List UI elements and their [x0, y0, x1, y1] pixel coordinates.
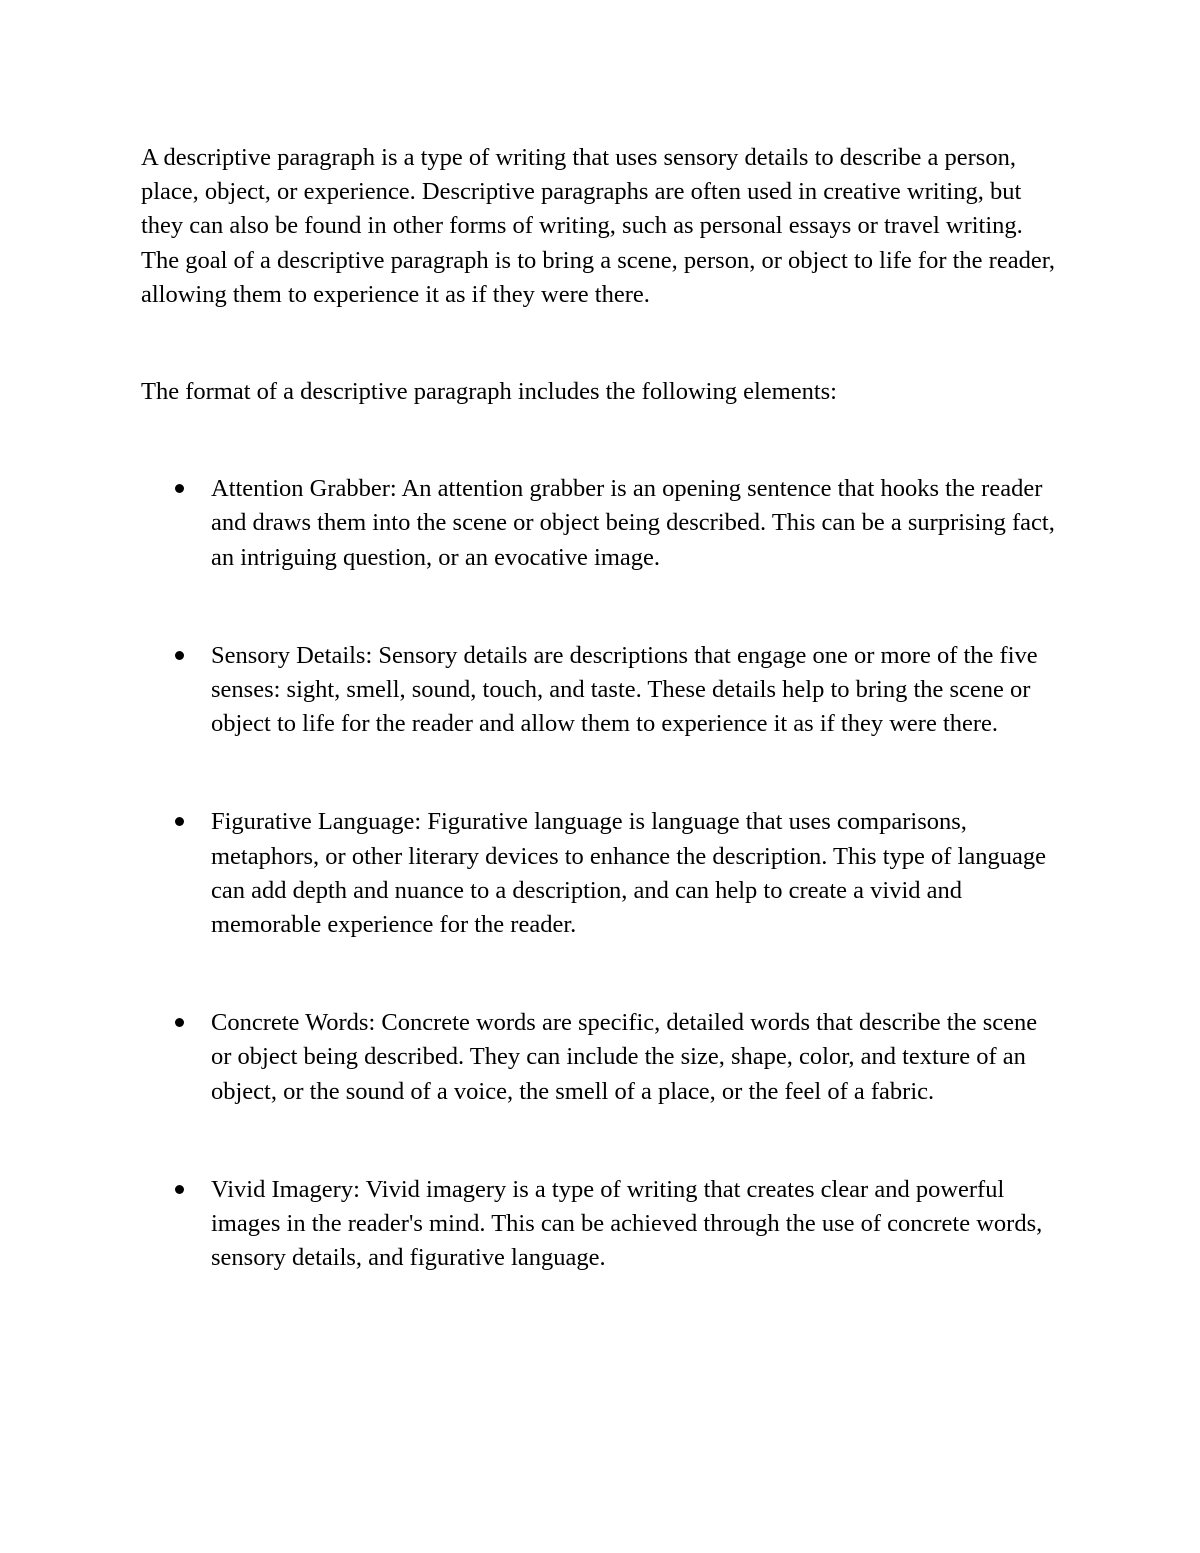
list-item-text: Figurative Language: Figurative language is language that uses comparisons, metaphors, or other literary devices to enhance the description. This type of language can add depth and nuance to a description, and can help to create a vivid and memorable experience for the reader. [211, 808, 1046, 939]
document-body [141, 141, 1061, 1275]
list-item-text: Attention Grabber: An attention grabber is an opening sentence that hooks the reader and draws them into the scene or object being described. This can be a surprising fact, an intriguing question, or an evocative image. [211, 475, 1055, 571]
list-item-text: Sensory Details: Sensory details are descriptions that engage one or more of the five senses: sight, smell, sound, touch, and taste. These details help to bring the scene or object to life for the reader and allow them to experience it as if they were there. [211, 641, 1038, 738]
list-item-text: Concrete Words: Concrete words are specific, detailed words that describe the scene or object being described. They can include the size, shape, color, and texture of an object, or the sound of a voice, the smell of a place, or the feel of a fabric. [211, 1009, 1038, 1105]
list-item-vivid-imagery [141, 1173, 1061, 1276]
list-item-figurative-language [141, 805, 1061, 942]
bullet-icon [175, 817, 184, 826]
intro-paragraph: A descriptive paragraph is a type of writing that uses sensory details to describe a person, place, object, or experience. Descriptive paragraphs are often used in creative writing, but they can also be found in other forms of writing, such as personal essays or travel writing. The goal of a descriptive paragraph is to bring a scene, person, or object to life for the reader, allowing them to experience it as if they were there. [141, 144, 1056, 308]
elements-list [141, 472, 1061, 1275]
bullet-icon [175, 1018, 184, 1027]
list-item-sensory-details [141, 639, 1061, 742]
format-intro-paragraph: The format of a descriptive paragraph includes the following elements: [141, 378, 837, 406]
list-item-text: Vivid Imagery: Vivid imagery is a type of writing that creates clear and powerful images in the reader's mind. This can be achieved through the use of concrete words, sensory details, and figurative language. [211, 1175, 1043, 1272]
list-item-concrete-words [141, 1006, 1061, 1109]
bullet-icon [175, 1185, 184, 1194]
list-item-attention-grabber [141, 472, 1061, 575]
bullet-icon [175, 484, 184, 493]
bullet-icon [175, 651, 184, 660]
